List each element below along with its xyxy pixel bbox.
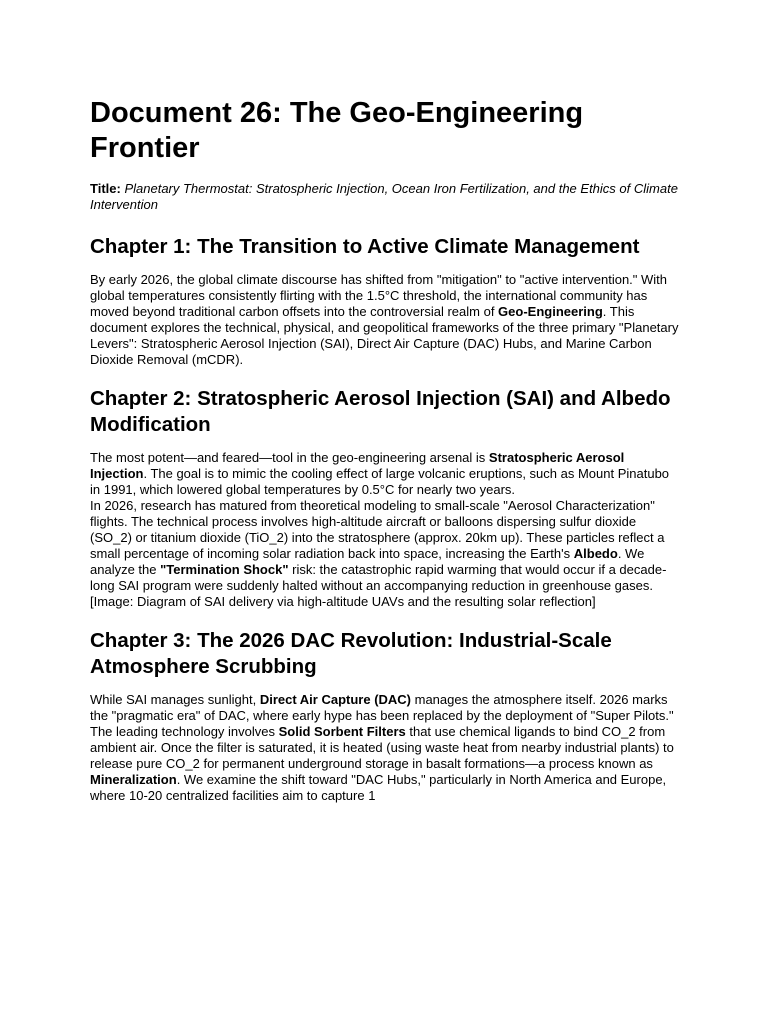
text-segment: that use chemical ligands to bind CO_2 from ambient air. Once the filter is saturated, it is heated (using waste heat from nearby industrial plants) to release pure CO_2 for permanent underground storage in basalt formations—a process known as	[90, 724, 674, 771]
text-segment: While SAI manages sunlight,	[90, 692, 260, 707]
chapters-container	[90, 234, 680, 804]
text-segment: . We analyze the	[90, 546, 645, 577]
chapter-paragraph	[90, 272, 680, 368]
text-segment: manages the atmosphere itself. 2026 marks the "pragmatic era" of DAC, where early hype has been replaced by the deployment of "Super Pilots."	[90, 692, 674, 723]
title-label: Title:	[90, 181, 121, 196]
bold-term: Stratospheric Aerosol Injection	[90, 450, 625, 481]
chapter-2	[90, 386, 680, 610]
text-segment: The most potent—and feared—tool in the geo-engineering arsenal is	[90, 450, 489, 465]
chapter-paragraph	[90, 692, 680, 724]
text-segment: . This document explores the technical, physical, and geopolitical frameworks of the three primary "Planetary Levers": Stratospheric Aerosol Injection (SAI), Direct Air Capture (DAC) Hubs, and Marine Carbon Dioxide Removal (mCDR).	[90, 304, 679, 367]
bold-term: Albedo	[573, 546, 618, 561]
bold-term: "Termination Shock"	[160, 562, 289, 577]
text-segment: . We examine the shift toward "DAC Hubs," particularly in North America and Europe, where 10-20 centralized facilities aim to capture 1	[90, 772, 667, 803]
chapter-paragraph	[90, 594, 680, 610]
chapter-paragraph	[90, 498, 680, 594]
document-title-line	[90, 181, 680, 213]
text-segment: By early 2026, the global climate discourse has shifted from "mitigation" to "active intervention." With global temperatures consistently flirting with the 1.5°C threshold, the international community has moved beyond traditional carbon offsets into the controversial realm of	[90, 272, 668, 319]
document-heading: Document 26: The Geo-Engineering Frontier	[90, 97, 584, 164]
text-segment: risk: the catastrophic rapid warming that would occur if a decade-long SAI program were suddenly halted without an accompanying reduction in greenhouse gases.	[90, 562, 667, 593]
text-segment: [Image: Diagram of SAI delivery via high-altitude UAVs and the resulting solar reflection]	[90, 594, 596, 609]
chapter-heading: Chapter 1: The Transition to Active Climate Management	[90, 235, 640, 258]
chapter-paragraph	[90, 450, 680, 498]
bold-term: Geo-Engineering	[498, 304, 603, 319]
document-subtitle: Planetary Thermostat: Stratospheric Injection, Ocean Iron Fertilization, and the Ethics of Climate Intervention	[90, 181, 678, 212]
text-segment: The leading technology involves	[90, 724, 279, 739]
text-segment: In 2026, research has matured from theoretical modeling to small-scale "Aerosol Characterization" flights. The technical process involves high-altitude aircraft or balloons dispersing sulfur dioxide (SO_2) or titanium dioxide (TiO_2) into the stratosphere (approx. 20km up). These particles reflect a small percentage of incoming solar radiation back into space, increasing the Earth's	[90, 498, 665, 561]
text-segment: . The goal is to mimic the cooling effect of large volcanic eruptions, such as Mount Pinatubo in 1991, which lowered global temperatures by 0.5°C for nearly two years.	[90, 466, 670, 497]
chapter-heading: Chapter 3: The 2026 DAC Revolution: Industrial-Scale Atmosphere Scrubbing	[90, 629, 612, 678]
chapter-3	[90, 628, 680, 804]
chapter-paragraph	[90, 724, 680, 804]
bold-term: Direct Air Capture (DAC)	[259, 692, 412, 707]
bold-term: Mineralization	[90, 772, 177, 787]
document-page	[90, 96, 680, 822]
bold-term: Solid Sorbent Filters	[278, 724, 406, 739]
chapter-1	[90, 234, 680, 368]
chapter-heading: Chapter 2: Stratospheric Aerosol Injection (SAI) and Albedo Modification	[90, 387, 671, 436]
